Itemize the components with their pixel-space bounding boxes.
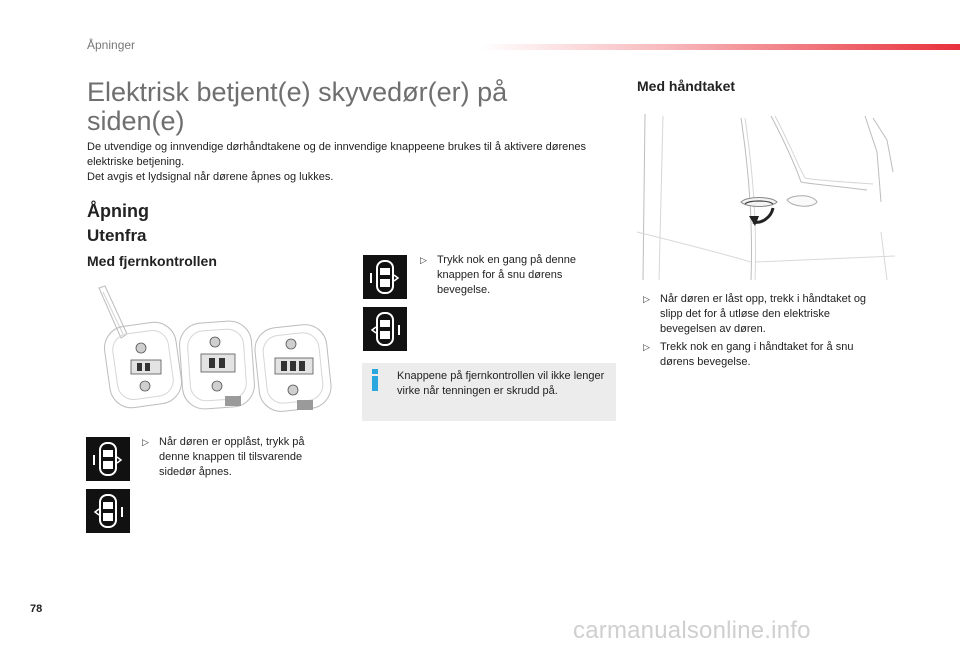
watermark: carmanualsonline.info bbox=[573, 617, 811, 644]
info-icon bbox=[368, 369, 382, 391]
bullet-remote-open: ▷ Når døren er opplåst, trykk på denne knappen til tilsvarende sidedør åpnes. bbox=[142, 436, 305, 478]
bullet-handle-1: ▷ Når døren er låst opp, trekk i håndtaket og slipp det for å utløse den elektriske bevegelsen av døren. bbox=[643, 293, 867, 335]
remote-keys-illustration bbox=[85, 282, 335, 422]
triangle-bullet-icon: ▷ bbox=[643, 294, 650, 304]
triangle-bullet-icon: ▷ bbox=[643, 342, 650, 352]
triangle-bullet-icon: ▷ bbox=[142, 437, 149, 447]
sliding-door-left-icon bbox=[86, 437, 130, 481]
intro-line-2: Det avgis et lydsignal når dørene åpnes og lukkes. bbox=[87, 171, 334, 183]
heading-fjernkontroll: Med fjernkontrollen bbox=[87, 253, 217, 269]
page-title: Elektrisk betjent(e) skyvedør(er) på siden(e) bbox=[87, 77, 508, 136]
sliding-door-right-icon bbox=[363, 307, 407, 351]
bullet-handle-2: ▷ Trekk nok en gang i håndtaket for å snu dørens bevegelse. bbox=[643, 341, 854, 368]
page-number: 78 bbox=[30, 603, 43, 615]
heading-apning: Åpning bbox=[87, 201, 149, 221]
intro-line-1: De utvendige og innvendige dørhåndtakene og de innvendige knappeene brukes til å aktivere dørenes elektriske betjening. bbox=[87, 141, 587, 168]
info-note bbox=[362, 363, 616, 421]
bullet-remote-reverse: ▷ Trykk nok en gang på denne knappen for å snu dørens bevegelse. bbox=[420, 254, 577, 296]
heading-handtak: Med håndtaket bbox=[637, 78, 736, 94]
sliding-door-right-icon bbox=[86, 489, 130, 533]
heading-utenfra: Utenfra bbox=[87, 226, 147, 245]
intro-text bbox=[87, 140, 597, 185]
header-accent-bar bbox=[480, 44, 960, 50]
triangle-bullet-icon: ▷ bbox=[420, 255, 427, 265]
section-label: Åpninger bbox=[87, 38, 136, 52]
door-handle-illustration bbox=[637, 112, 895, 282]
sliding-door-left-icon bbox=[363, 255, 407, 299]
info-note-text: Knappene på fjernkontrollen vil ikke lenger virke når tenningen er skrudd på. bbox=[397, 370, 605, 397]
